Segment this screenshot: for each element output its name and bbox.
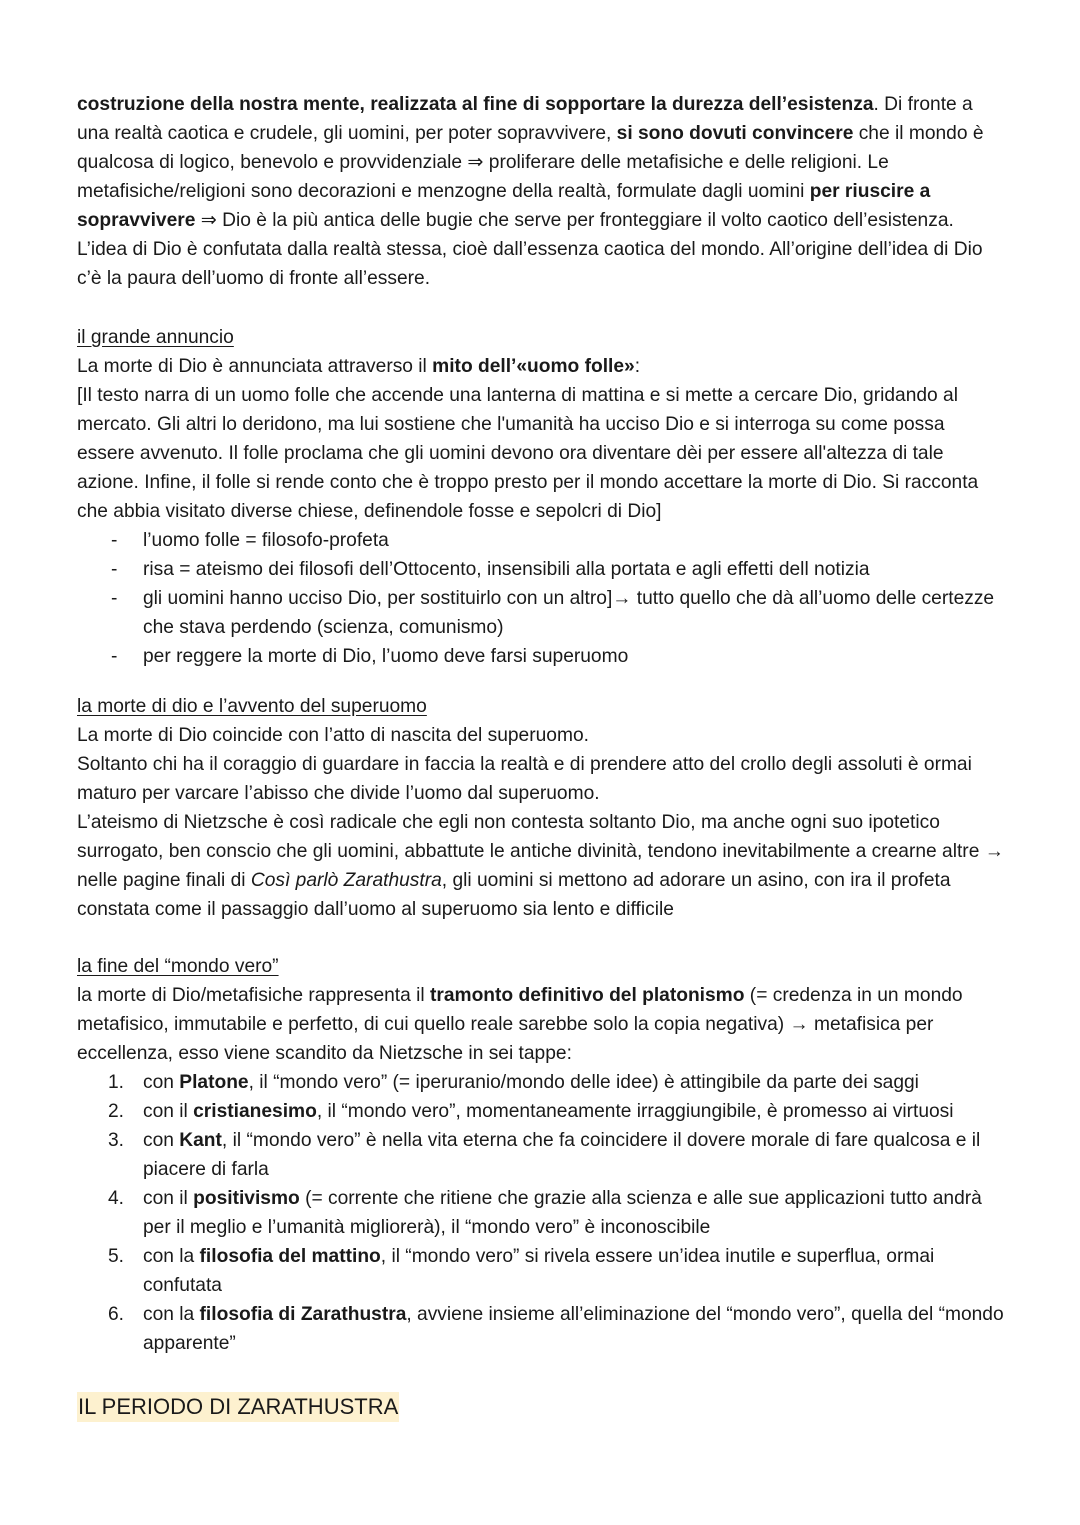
bold-span: Kant: [179, 1130, 222, 1151]
bold-span: filosofia del mattino: [199, 1246, 381, 1267]
list-item: [77, 1242, 1007, 1300]
bold-span: costruzione della nostra mente, realizzata al fine di sopportare la durezza dell’esistenza: [77, 94, 874, 115]
text-span: con la: [143, 1304, 200, 1325]
mondo-intro: [77, 981, 1007, 1068]
spacer: [77, 293, 1007, 323]
text-span: :: [634, 356, 641, 377]
text-span: (= credenza in un mondo metafisico, immutabile e perfetto, di cui quello reale sarebbe solo la copia negativa) → metafisica per eccellenza, esso viene scandito da Nietzsche in sei tappe:: [77, 985, 963, 1064]
bold-span: cristianesimo: [193, 1101, 317, 1122]
bold-span: si sono dovuti convincere: [616, 123, 854, 144]
superuomo-line-3: [77, 808, 1007, 924]
bold-span: mito dell’«uomo folle»: [432, 356, 635, 377]
text-span: con: [143, 1130, 180, 1151]
list-number: 3.: [108, 1130, 125, 1151]
text-span: che il mondo è qualcosa di logico, benevolo e provvidenziale ⇒ proliferare delle metafisiche e delle religioni. Le metafisiche/religioni sono decorazioni e menzogne della realtà, formulate dagli uomini: [77, 123, 984, 202]
list-item: - gli uomini hanno ucciso Dio, per sostituirlo con un altro]→ tutto quello che dà all’uomo delle certezze che stava perdendo (scienza, comunismo): [77, 584, 1007, 642]
list-number: 1.: [108, 1072, 125, 1093]
list-item: - l’uomo folle = filosofo-profeta: [77, 526, 1007, 555]
document-body: [77, 90, 1007, 1423]
spacer: [77, 671, 1007, 692]
list-number: 2.: [108, 1101, 125, 1122]
text-span: con il: [143, 1101, 194, 1122]
text-span: , il “mondo vero” (= iperuranio/mondo delle idee) è attingibile da parte dei saggi: [248, 1072, 919, 1093]
list-number: 6.: [108, 1304, 125, 1325]
text-span: , avviene insieme all’eliminazione del “mondo vero”, quella del “mondo apparente”: [143, 1304, 1004, 1354]
text-span: con: [143, 1072, 180, 1093]
text-span: (= corrente che ritiene che grazie alla scienza e alle sue applicazioni tutto andrà per il meglio e l’umanità migliorerà), il “mondo vero” è inconoscibile: [143, 1188, 982, 1238]
section-title-highlighted: IL PERIODO DI ZARATHUSTRA: [77, 1392, 399, 1422]
text-span: la morte di Dio/metafisiche rappresenta il: [77, 985, 430, 1006]
bold-span: filosofia di Zarathustra: [199, 1304, 407, 1325]
text-span: . Di fronte a una realtà caotica e crudele, gli uomini, per poter sopravvivere,: [77, 94, 973, 144]
spacer: [77, 924, 1007, 952]
list-item: [77, 1097, 1007, 1126]
list-number: 4.: [108, 1188, 125, 1209]
bold-span: positivismo: [193, 1188, 300, 1209]
bold-span: tramonto definitivo del platonismo: [430, 985, 745, 1006]
superuomo-line-1: La morte di Dio coincide con l’atto di nascita del superuomo.: [77, 725, 589, 746]
annuncio-intro: [77, 352, 1007, 381]
list-number: 5.: [108, 1246, 125, 1267]
annuncio-story: [Il testo narra di un uomo folle che accende una lanterna di mattina e si mette a cercare Dio, gridando al mercato. Gli altri lo deridono, ma lui sostiene che l'umanità ha ucciso Dio e si interroga su come possa essere avvenuto. Il folle proclama che gli uomini devono ora diventare dèi per essere all'altezza di tale azione. Infine, il folle si rende conto che è troppo presto per il mondo accettare la morte di Dio. Si racconta che abbia visitato diverse chiese, definendole fosse e sepolcri di Dio]: [77, 385, 979, 522]
text-span: , il “mondo vero”, momentaneamente irraggiungibile, è promesso ai virtuosi: [316, 1101, 954, 1122]
list-item: - risa = ateismo dei filosofi dell’Ottocento, insensibili alla portata e agli effetti dell notizia: [77, 555, 1007, 584]
italic-span: Così parlò Zarathustra: [250, 870, 442, 891]
heading-mondo-vero: la fine del “mondo vero”: [77, 956, 279, 977]
list-item: - per reggere la morte di Dio, l’uomo deve farsi superuomo: [77, 642, 1007, 671]
bold-span: Platone: [179, 1072, 249, 1093]
text-span: , il “mondo vero” è nella vita eterna che fa coincidere il dovere morale di fare qualcosa e il piacere di farla: [143, 1130, 981, 1180]
annuncio-bullet-list: [77, 526, 1007, 671]
text-span: , gli uomini si mettono ad adorare un asino, con ira il profeta constata come il passaggio dall’uomo al superuomo sia lento e difficile: [77, 870, 951, 920]
text-span: , il “mondo vero” si rivela essere un’idea inutile e superflua, ormai confutata: [143, 1246, 935, 1296]
bold-span: per riuscire a sopravvivere: [77, 181, 931, 231]
text-span: La morte di Dio è annunciata attraverso il: [77, 356, 433, 377]
list-item: [77, 1184, 1007, 1242]
text-span: con la: [143, 1246, 200, 1267]
text-span: con il: [143, 1188, 194, 1209]
text-span: L’ateismo di Nietzsche è così radicale che egli non contesta soltanto Dio, ma anche ogni suo ipotetico surrogato, ben conscio che gli uomini, abbattute le antiche divinità, tendono inevitabilmente a crearne altre → nelle pagine finali di: [77, 812, 1004, 891]
list-item: [77, 1126, 1007, 1184]
superuomo-line-2: Soltanto chi ha il coraggio di guardare in faccia la realtà e di prendere atto del crollo degli assoluti è ormai maturo per varcare l’abisso che divide l’uomo dal superuomo.: [77, 754, 972, 804]
list-item: [77, 1300, 1007, 1358]
intro-paragraph: [77, 90, 1007, 293]
text-span: ⇒ Dio è la più antica delle bugie che serve per fronteggiare il volto caotico dell’esistenza. L’idea di Dio è confutata dalla realtà stessa, cioè dall’essenza caotica del mondo. All’origine dell’idea di Dio c’è la paura dell’uomo di fronte all’essere.: [77, 210, 983, 289]
heading-superuomo: la morte di dio e l’avvento del superuomo: [77, 696, 427, 717]
heading-grande-annuncio: il grande annuncio: [77, 327, 234, 348]
list-item: [77, 1068, 1007, 1097]
mondo-numbered-list: [77, 1068, 1007, 1358]
